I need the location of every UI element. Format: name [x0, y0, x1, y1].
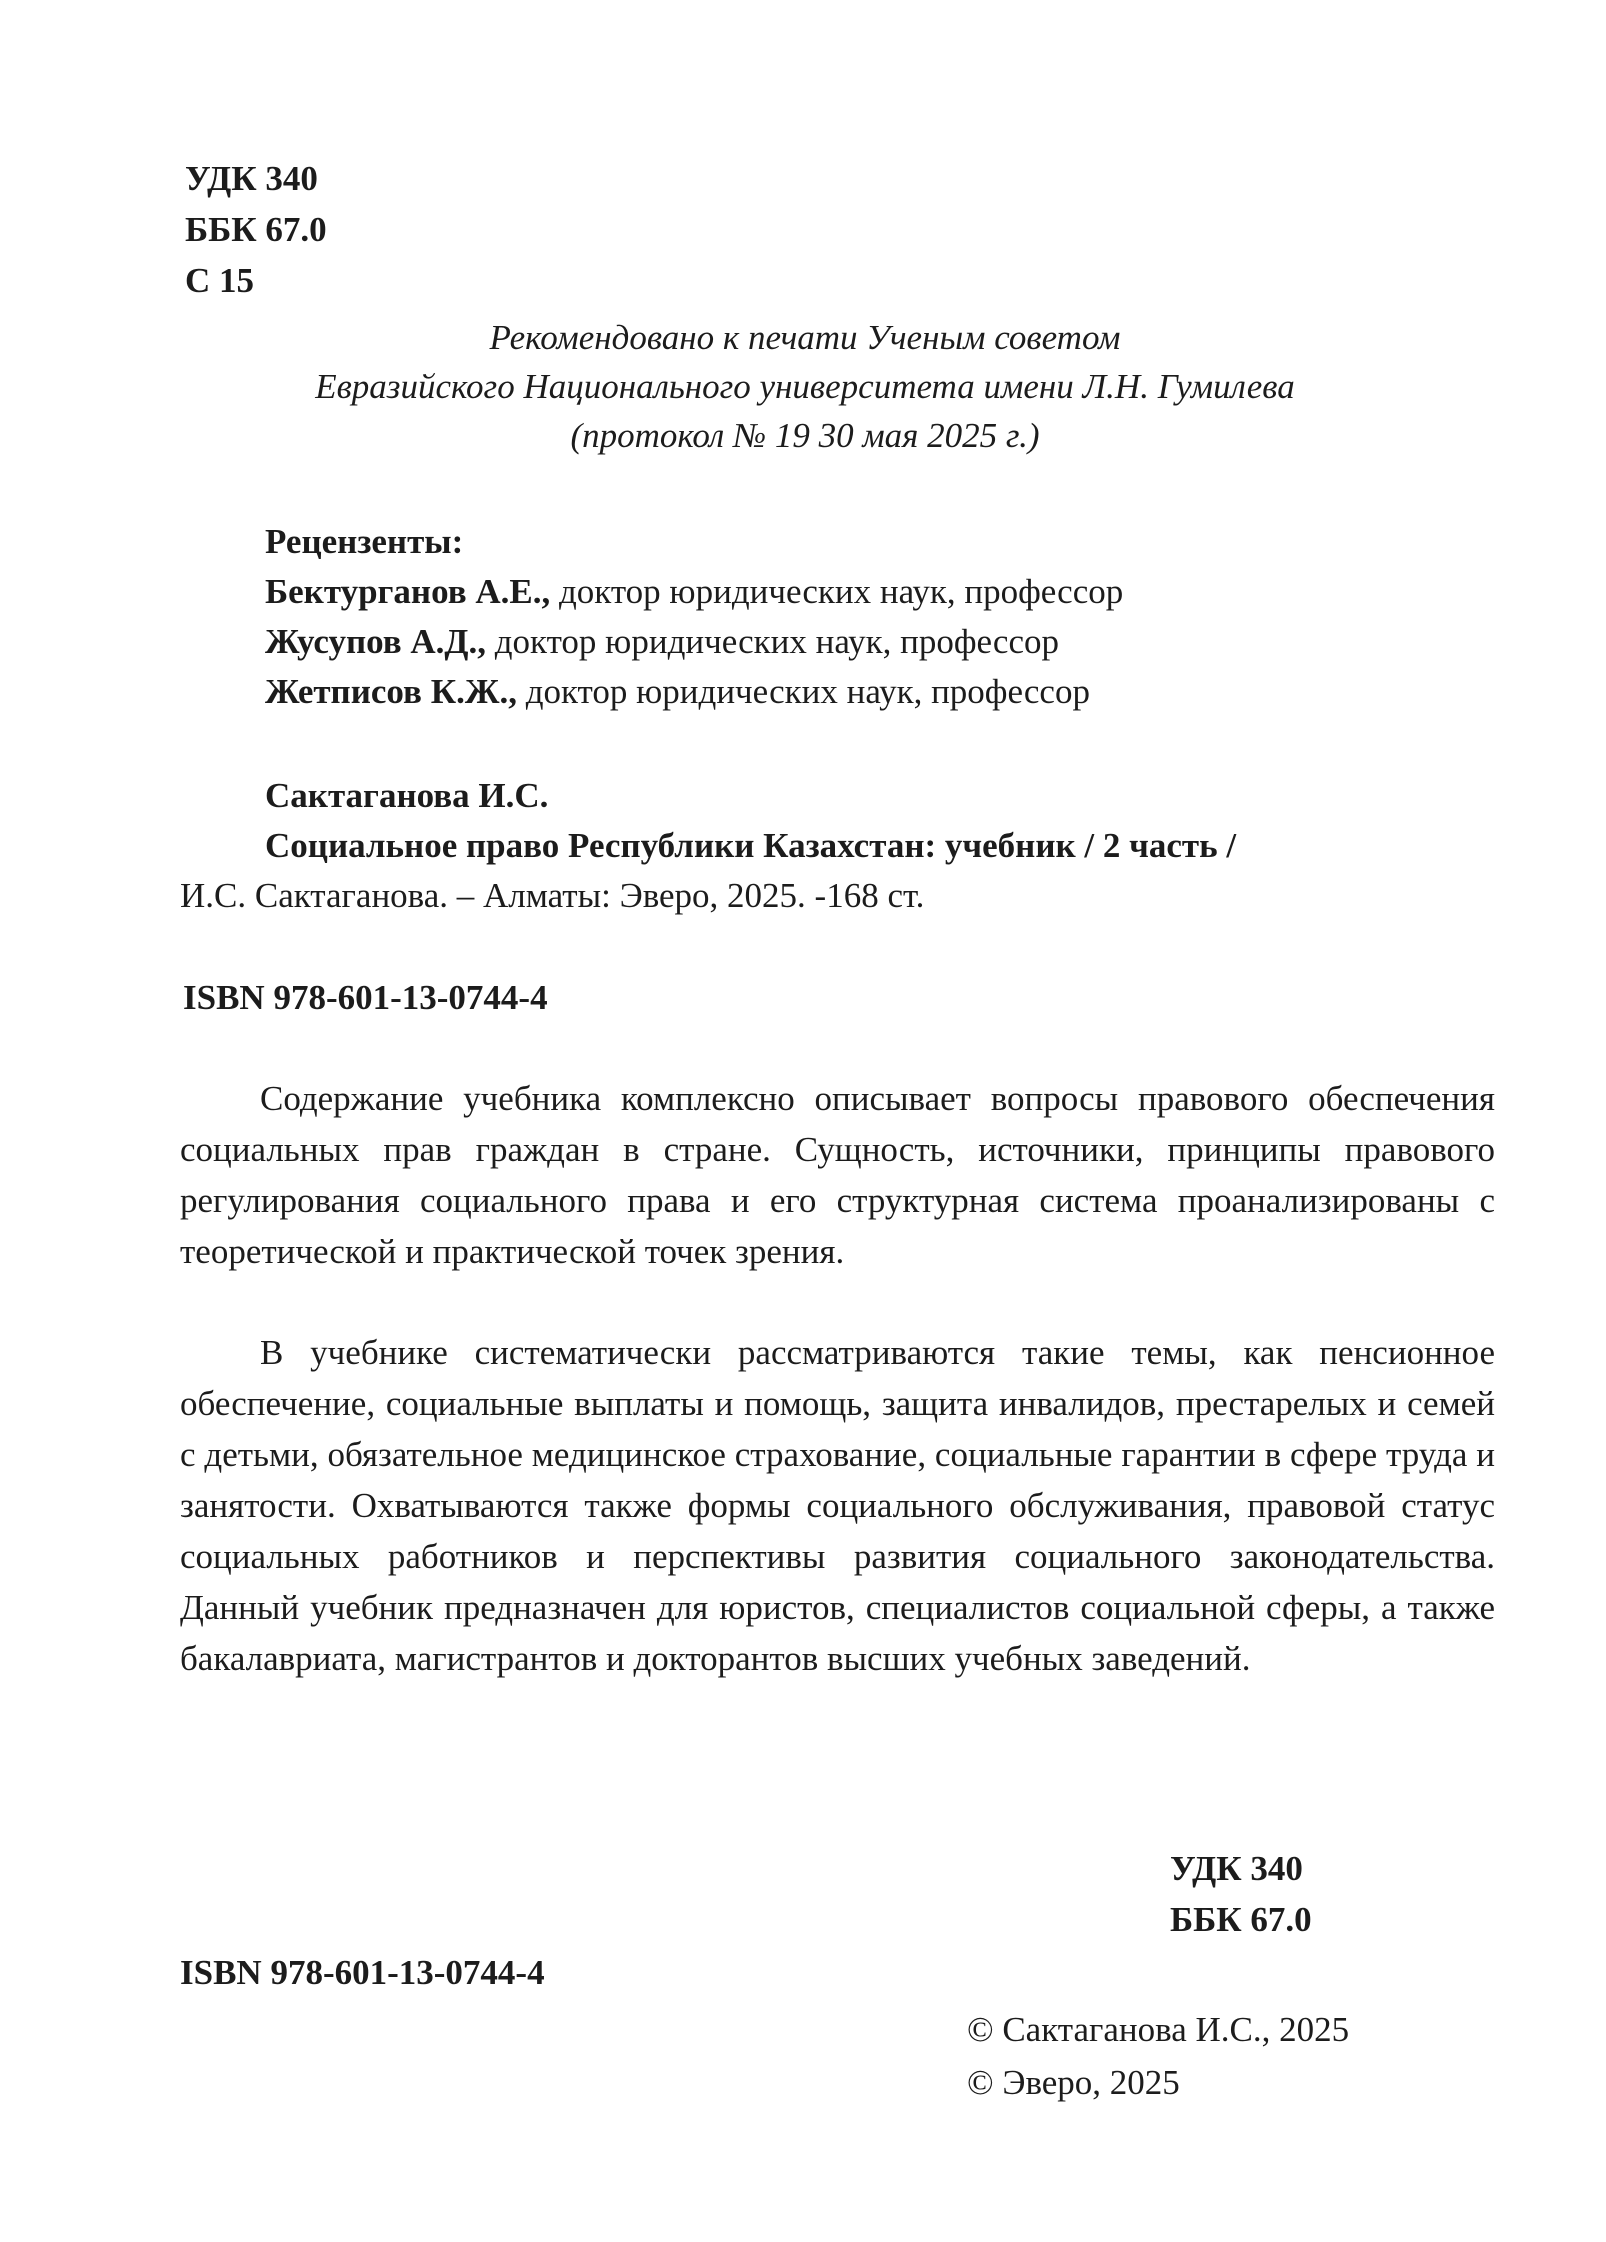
book-title: Социальное право Республики Казахстан:: [265, 826, 937, 865]
book-subtitle: учебник / 2 часть /: [936, 826, 1237, 865]
reviewer-line: [265, 567, 1123, 617]
bottom-codes: [1170, 1843, 1312, 1945]
abstract-text: В учебнике систематически рассматриваются такие темы, как пенсионное обеспечение, социальные выплаты и помощь, защита инвалидов, престарелых и семей с детьми, обязательное медицинское страхование, социальные гарантии в сфере труда и занятости. Охватываются также формы социального обслуживания, правовой статус социальных работников и перспективы развития социального законодательства. Данный учебник предназначен для юристов, специалистов социальной сферы, а также бакалавриата, магистрантов и докторантов высших учебных заведений.: [180, 1333, 1495, 1678]
udk-code: УДК 340: [1170, 1849, 1303, 1888]
reviewers-block: [265, 517, 1123, 717]
reviewer-title: доктор юридических наук, профессор: [550, 572, 1124, 611]
reviewer-title: доктор юридических наук, профессор: [486, 622, 1060, 661]
reviewer-title: доктор юридических наук, профессор: [516, 672, 1090, 711]
reviewer-name: Жетписов К.Ж.,: [265, 672, 517, 711]
book-imprint: И.С. Сактаганова. – Алматы: Эверо, 2025. -168 ст.: [180, 876, 925, 915]
recommendation: [180, 313, 1430, 460]
udk-code: УДК 340: [185, 159, 318, 198]
isbn-bottom: ISBN 978-601-13-0744-4: [180, 1953, 545, 1992]
recommendation-line: Евразийского Национального университета имени Л.Н. Гумилева: [315, 367, 1295, 406]
reviewer-line: [265, 617, 1123, 667]
abstract-paragraph: [180, 1327, 1495, 1684]
isbn: ISBN 978-601-13-0744-4: [183, 978, 548, 1017]
reviewer-line: [265, 667, 1123, 717]
recommendation-line: Рекомендовано к печати Ученым советом: [489, 318, 1121, 357]
copyright-line: © Эверо, 2025: [967, 2063, 1180, 2102]
bbk-code: ББК 67.0: [1170, 1900, 1312, 1939]
author-mark: С 15: [185, 261, 255, 300]
reviewer-name: Бектурганов А.Е.,: [265, 572, 551, 611]
recommendation-line: (протокол № 19 30 мая 2025 г.): [570, 416, 1040, 455]
book-title-line: [265, 821, 1236, 871]
book-author: Сактаганова И.С.: [265, 776, 549, 815]
abstract-paragraph: [180, 1073, 1495, 1277]
reviewer-name: Жусупов А.Д.,: [265, 622, 486, 661]
copyright-line: © Сактаганова И.С., 2025: [967, 2010, 1350, 2049]
copyright-block: [967, 2003, 1349, 2109]
classification-codes: [185, 153, 327, 306]
bbk-code: ББК 67.0: [185, 210, 327, 249]
abstract-text: Содержание учебника комплексно описывает вопросы правового обеспечения социальных прав граждан в стране. Сущность, источники, принципы правового регулирования социального права и его структурная система проанализированы с теоретической и практической точек зрения.: [180, 1079, 1495, 1271]
reviewers-heading: Рецензенты:: [265, 522, 464, 561]
